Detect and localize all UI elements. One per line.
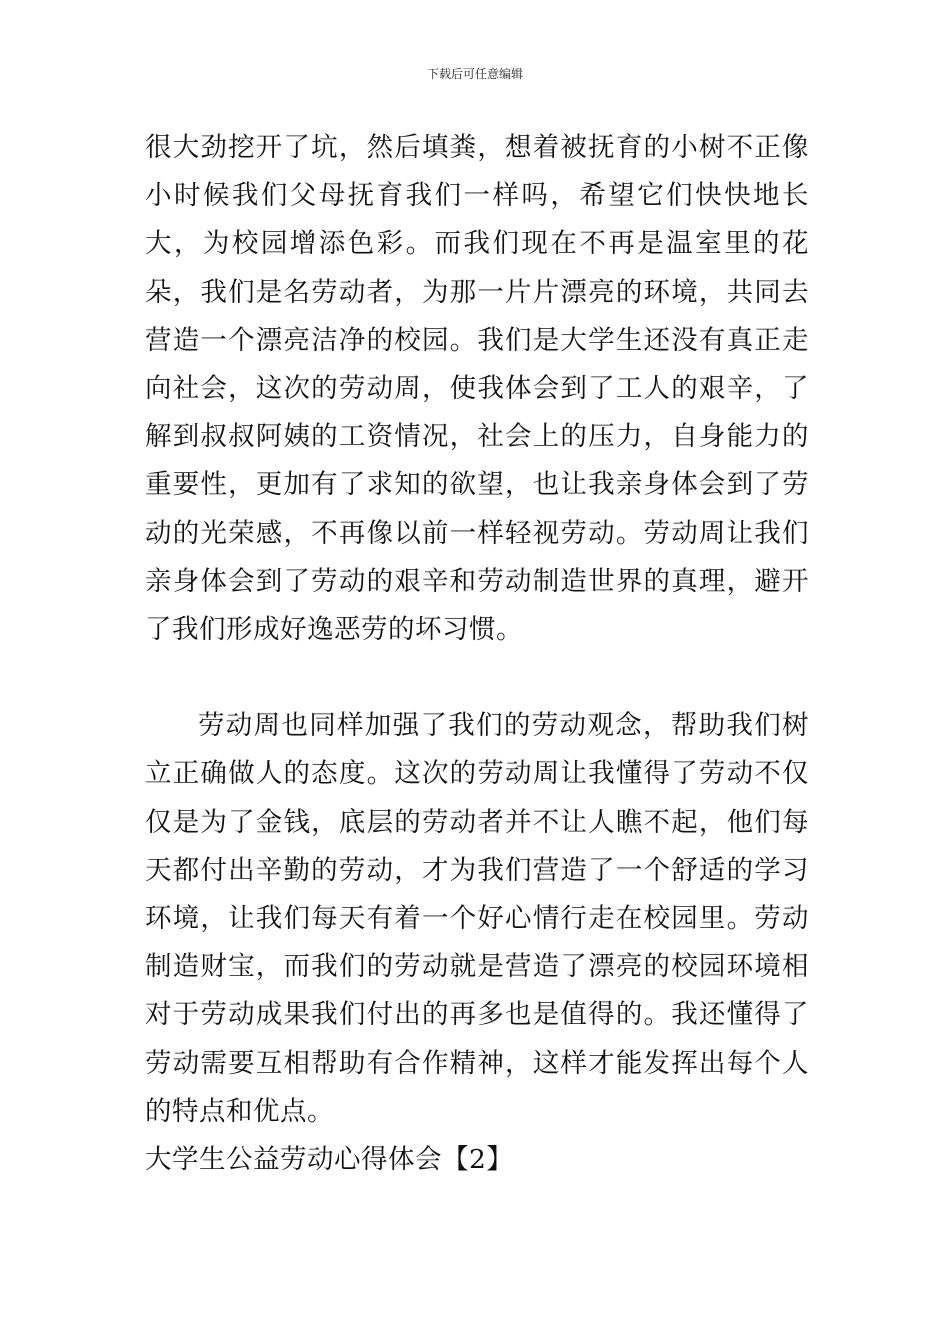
section-title: 大学生公益劳动心得体会【2】 (145, 1144, 514, 1176)
paragraph-gap (145, 654, 809, 702)
paragraph-1: 很大劲挖开了坑，然后填粪，想着被抚育的小树不正像小时候我们父母抚育我们一样吗，希望它们快快地长大，为校园增添色彩。而我们现在不再是温室里的花朵，我们是名劳动者，为那一片片漂亮的环境，共同去营造一个漂亮洁净的校园。我们是大学生还没有真正走向社会，这次的劳动周，使我体会到了工人的艰辛，了解到叔叔阿姨的工资情况，社会上的压力，自身能力的重要性，更加有了求知的欲望，也让我亲身体会到了劳动的光荣感，不再像以前一样轻视劳动。劳动周让我们亲身体会到了劳动的艰辛和劳动制造世界的真理，避开了我们形成好逸恶劳的坏习惯。 (145, 132, 809, 646)
page-header-note: 下载后可任意编辑 (426, 67, 523, 81)
paragraph-2: 劳动周也同样加强了我们的劳动观念，帮助我们树立正确做人的态度。这次的劳动周让我懂得了劳动不仅仅是为了金钱，底层的劳动者并不让人瞧不起，他们每天都付出辛勤的劳动，才为我们营造了一个舒适的学习环境，让我们每天有着一个好心情行走在校园里。劳动制造财宝，而我们的劳动就是营造了漂亮的校园环境相对于劳动成果我们付出的再多也是值得的。我还懂得了劳动需要互相帮助有合作精神，这样才能发挥出每个人的特点和优点。 (145, 710, 809, 1127)
document-body (145, 124, 809, 1184)
